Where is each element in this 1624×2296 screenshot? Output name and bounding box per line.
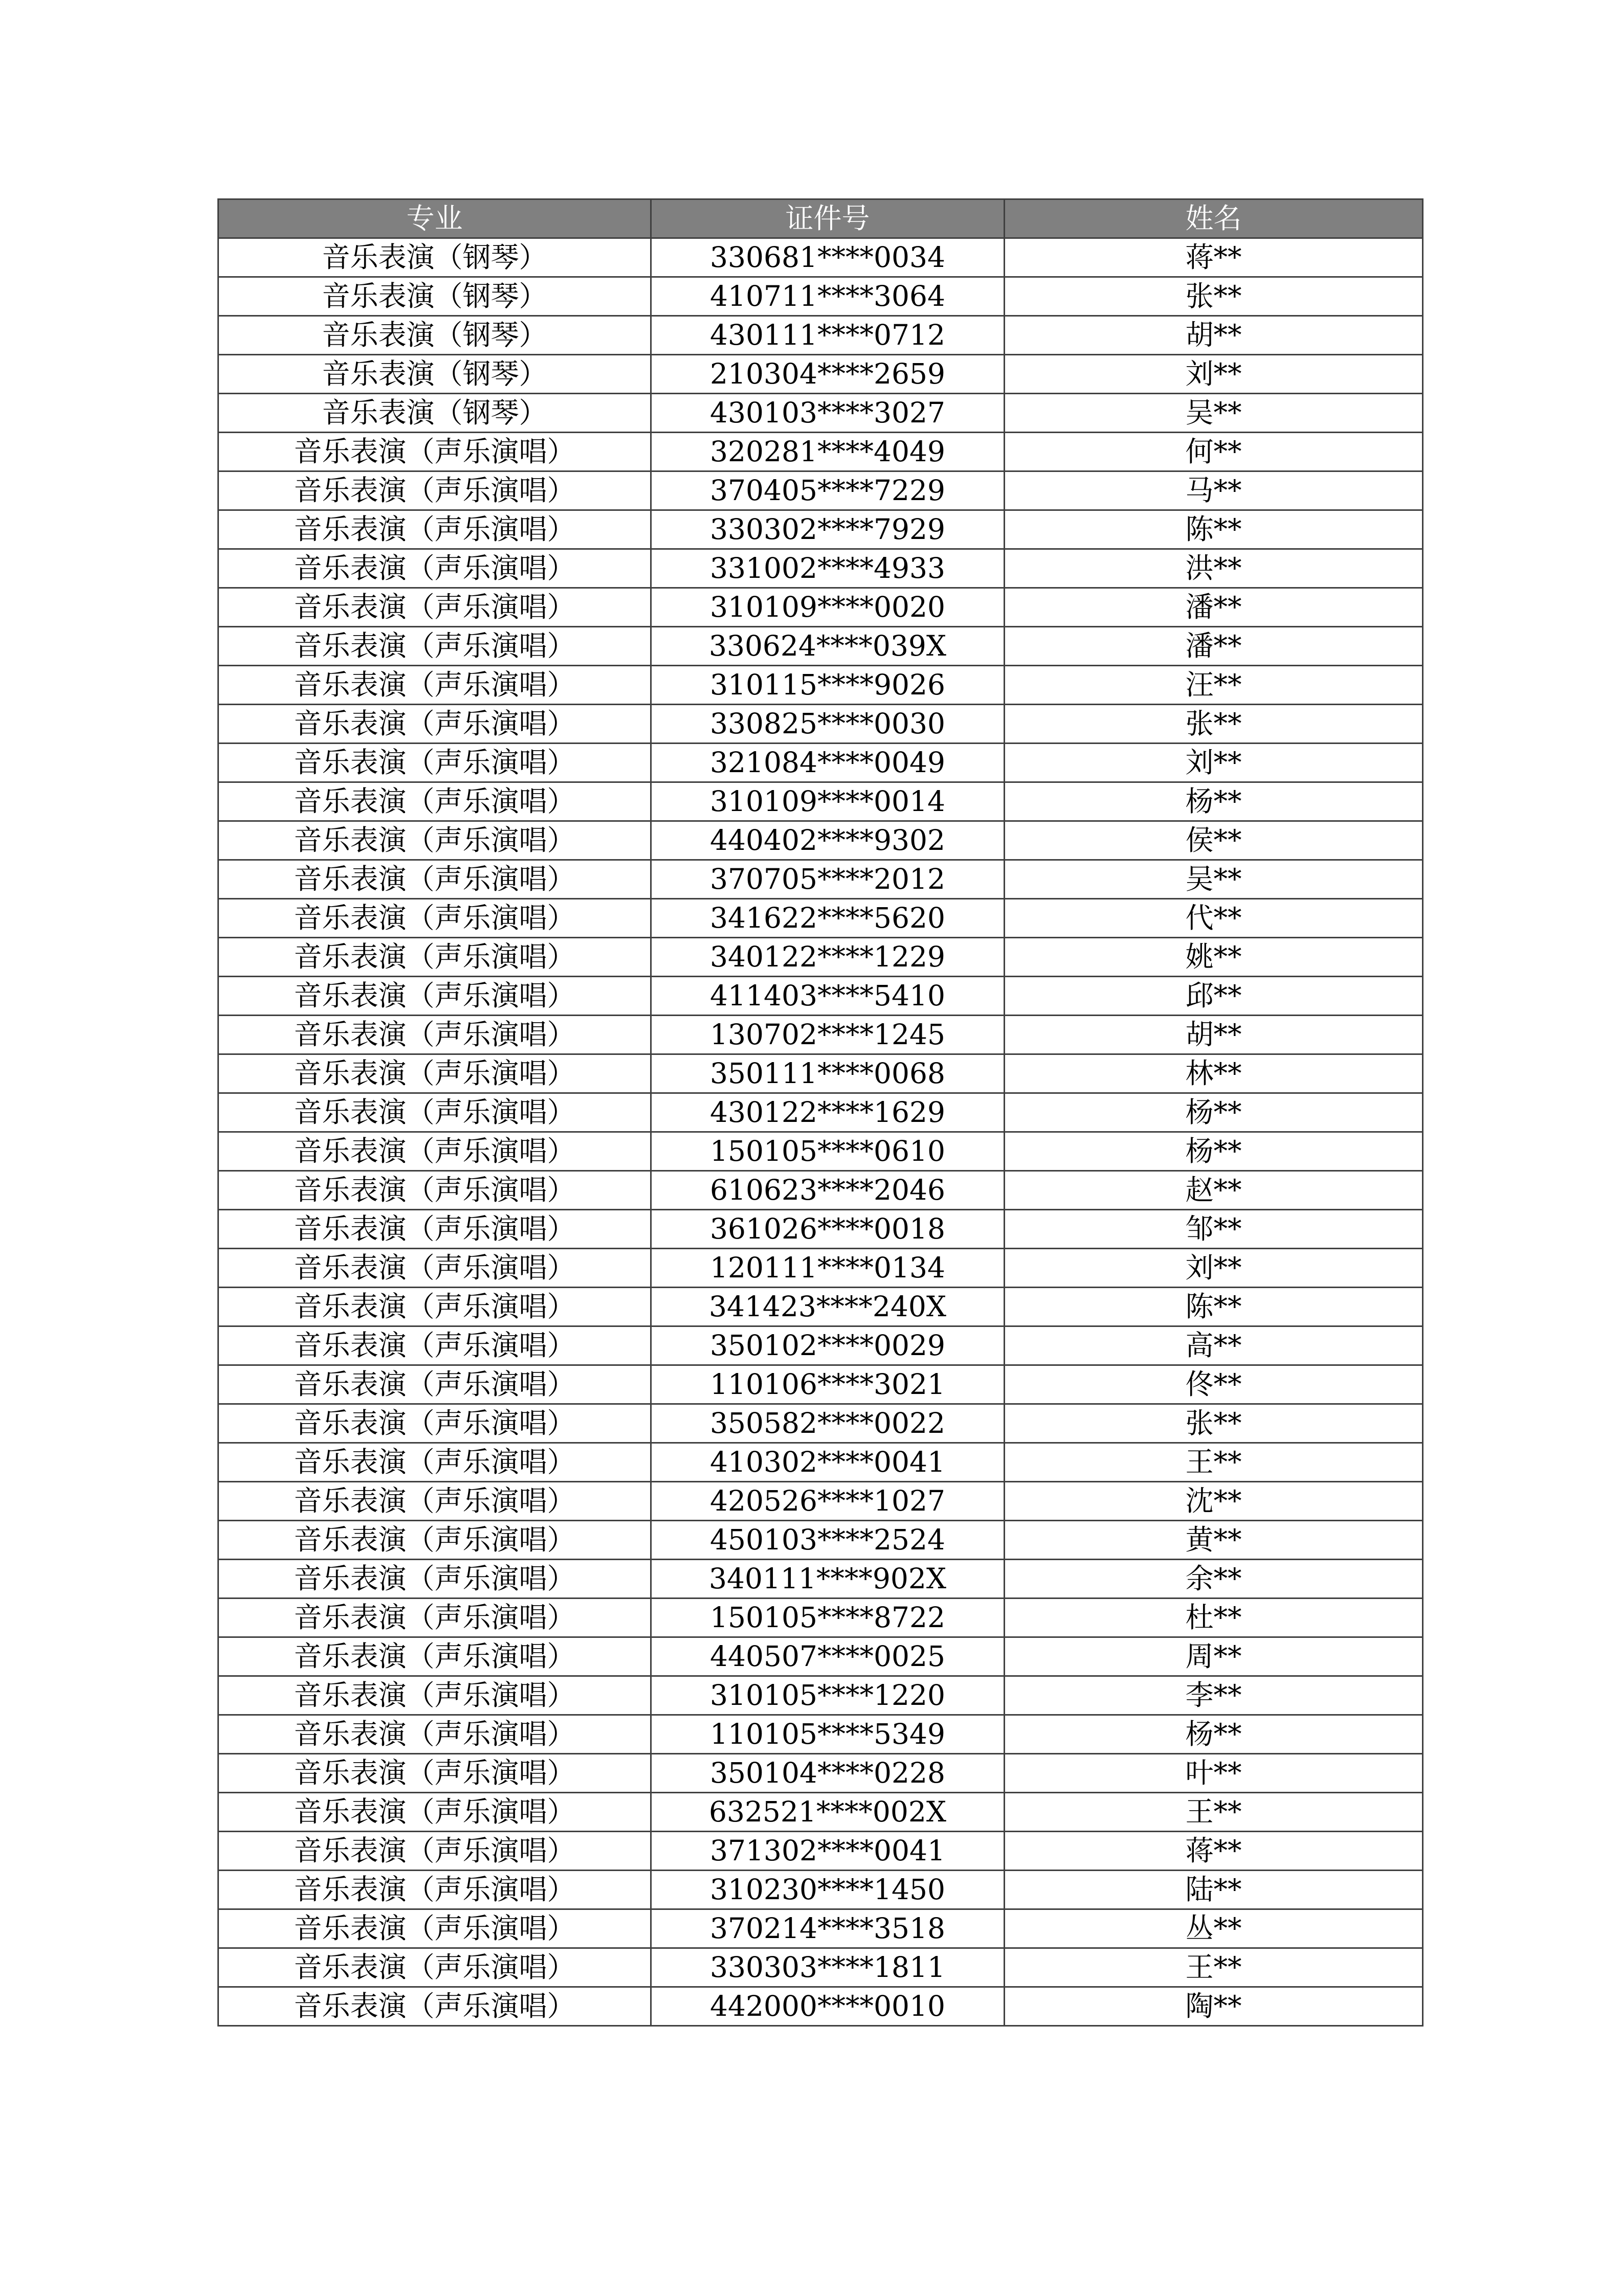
table-row: [218, 238, 1423, 277]
name-cell: 邱**: [1005, 977, 1423, 1016]
id-number-cell: 150105****8722: [651, 1599, 1005, 1637]
table-body: [218, 238, 1423, 2026]
major-cell: 音乐表演（声乐演唱）: [218, 1987, 651, 2026]
name-cell: 陈**: [1005, 510, 1423, 549]
table-row: [218, 705, 1423, 744]
id-number-cell: 330825****0030: [651, 705, 1005, 744]
table-row: [218, 899, 1423, 938]
major-cell: 音乐表演（声乐演唱）: [218, 782, 651, 821]
id-number-cell: 310105****1220: [651, 1676, 1005, 1715]
name-cell: 赵**: [1005, 1171, 1423, 1210]
name-cell: 张**: [1005, 705, 1423, 744]
table-row: [218, 1754, 1423, 1793]
name-cell: 侯**: [1005, 821, 1423, 860]
major-cell: 音乐表演（声乐演唱）: [218, 1482, 651, 1521]
id-number-cell: 330302****7929: [651, 510, 1005, 549]
table-row: [218, 1832, 1423, 1871]
major-cell: 音乐表演（声乐演唱）: [218, 549, 651, 588]
table-row: [218, 316, 1423, 355]
id-number-cell: 130702****1245: [651, 1016, 1005, 1054]
id-number-cell: 330681****0034: [651, 238, 1005, 277]
table-row: [218, 1249, 1423, 1288]
major-cell: 音乐表演（声乐演唱）: [218, 1637, 651, 1676]
id-number-cell: 410711****3064: [651, 277, 1005, 316]
name-cell: 何**: [1005, 433, 1423, 471]
major-cell: 音乐表演（钢琴）: [218, 316, 651, 355]
name-cell: 杜**: [1005, 1599, 1423, 1637]
id-number-cell: 632521****002X: [651, 1793, 1005, 1832]
name-cell: 洪**: [1005, 549, 1423, 588]
major-cell: 音乐表演（声乐演唱）: [218, 1093, 651, 1132]
major-cell: 音乐表演（声乐演唱）: [218, 1443, 651, 1482]
name-cell: 邹**: [1005, 1210, 1423, 1249]
id-number-cell: 341423****240X: [651, 1288, 1005, 1326]
table-row: [218, 1676, 1423, 1715]
name-cell: 张**: [1005, 1404, 1423, 1443]
name-cell: 吴**: [1005, 860, 1423, 899]
table-row: [218, 1715, 1423, 1754]
table-row: [218, 977, 1423, 1016]
name-cell: 林**: [1005, 1054, 1423, 1093]
major-cell: 音乐表演（声乐演唱）: [218, 1832, 651, 1871]
major-cell: 音乐表演（声乐演唱）: [218, 1016, 651, 1054]
major-cell: 音乐表演（声乐演唱）: [218, 860, 651, 899]
header-id-number: 证件号: [651, 199, 1005, 238]
name-cell: 马**: [1005, 471, 1423, 510]
name-cell: 李**: [1005, 1676, 1423, 1715]
major-cell: 音乐表演（声乐演唱）: [218, 1132, 651, 1171]
table-row: [218, 394, 1423, 433]
table-row: [218, 549, 1423, 588]
id-number-cell: 310115****9026: [651, 666, 1005, 705]
name-cell: 蒋**: [1005, 238, 1423, 277]
header-major: 专业: [218, 199, 651, 238]
table-row: [218, 277, 1423, 316]
major-cell: 音乐表演（声乐演唱）: [218, 744, 651, 782]
id-number-cell: 430111****0712: [651, 316, 1005, 355]
major-cell: 音乐表演（声乐演唱）: [218, 705, 651, 744]
table-row: [218, 1560, 1423, 1599]
name-cell: 刘**: [1005, 355, 1423, 394]
table-row: [218, 627, 1423, 666]
name-cell: 周**: [1005, 1637, 1423, 1676]
major-cell: 音乐表演（声乐演唱）: [218, 1326, 651, 1365]
id-number-cell: 350111****0068: [651, 1054, 1005, 1093]
name-cell: 陶**: [1005, 1987, 1423, 2026]
table-row: [218, 1171, 1423, 1210]
name-cell: 胡**: [1005, 1016, 1423, 1054]
table-row: [218, 1948, 1423, 1987]
major-cell: 音乐表演（声乐演唱）: [218, 1365, 651, 1404]
name-cell: 王**: [1005, 1443, 1423, 1482]
id-number-cell: 410302****0041: [651, 1443, 1005, 1482]
table-row: [218, 1132, 1423, 1171]
major-cell: 音乐表演（声乐演唱）: [218, 1754, 651, 1793]
name-cell: 吴**: [1005, 394, 1423, 433]
id-number-cell: 350102****0029: [651, 1326, 1005, 1365]
name-cell: 姚**: [1005, 938, 1423, 977]
table-row: [218, 1871, 1423, 1909]
major-cell: 音乐表演（声乐演唱）: [218, 821, 651, 860]
major-cell: 音乐表演（声乐演唱）: [218, 1599, 651, 1637]
table-row: [218, 588, 1423, 627]
id-number-cell: 610623****2046: [651, 1171, 1005, 1210]
table-row: [218, 471, 1423, 510]
major-cell: 音乐表演（声乐演唱）: [218, 1793, 651, 1832]
id-number-cell: 110106****3021: [651, 1365, 1005, 1404]
major-cell: 音乐表演（声乐演唱）: [218, 1210, 651, 1249]
id-number-cell: 340111****902X: [651, 1560, 1005, 1599]
id-number-cell: 430103****3027: [651, 394, 1005, 433]
id-number-cell: 310230****1450: [651, 1871, 1005, 1909]
name-cell: 张**: [1005, 277, 1423, 316]
name-cell: 胡**: [1005, 316, 1423, 355]
table-row: [218, 1482, 1423, 1521]
major-cell: 音乐表演（声乐演唱）: [218, 1909, 651, 1948]
major-cell: 音乐表演（声乐演唱）: [218, 433, 651, 471]
id-number-cell: 320281****4049: [651, 433, 1005, 471]
id-number-cell: 310109****0014: [651, 782, 1005, 821]
id-number-cell: 321084****0049: [651, 744, 1005, 782]
id-number-cell: 330303****1811: [651, 1948, 1005, 1987]
table-row: [218, 1288, 1423, 1326]
table-row: [218, 1326, 1423, 1365]
name-cell: 陆**: [1005, 1871, 1423, 1909]
name-cell: 叶**: [1005, 1754, 1423, 1793]
id-number-cell: 440507****0025: [651, 1637, 1005, 1676]
table-row: [218, 821, 1423, 860]
table-row: [218, 355, 1423, 394]
name-cell: 杨**: [1005, 1715, 1423, 1754]
name-cell: 杨**: [1005, 1093, 1423, 1132]
major-cell: 音乐表演（声乐演唱）: [218, 471, 651, 510]
table-row: [218, 1016, 1423, 1054]
name-cell: 刘**: [1005, 1249, 1423, 1288]
major-cell: 音乐表演（声乐演唱）: [218, 938, 651, 977]
major-cell: 音乐表演（声乐演唱）: [218, 1948, 651, 1987]
major-cell: 音乐表演（声乐演唱）: [218, 627, 651, 666]
table-row: [218, 510, 1423, 549]
table-row: [218, 860, 1423, 899]
id-number-cell: 331002****4933: [651, 549, 1005, 588]
table-row: [218, 1909, 1423, 1948]
major-cell: 音乐表演（声乐演唱）: [218, 1404, 651, 1443]
id-number-cell: 440402****9302: [651, 821, 1005, 860]
header-name: 姓名: [1005, 199, 1423, 238]
table-row: [218, 1521, 1423, 1560]
table-row: [218, 782, 1423, 821]
major-cell: 音乐表演（声乐演唱）: [218, 1288, 651, 1326]
table-row: [218, 938, 1423, 977]
id-number-cell: 340122****1229: [651, 938, 1005, 977]
name-cell: 丛**: [1005, 1909, 1423, 1948]
id-number-cell: 361026****0018: [651, 1210, 1005, 1249]
major-cell: 音乐表演（声乐演唱）: [218, 1249, 651, 1288]
major-cell: 音乐表演（声乐演唱）: [218, 1560, 651, 1599]
major-cell: 音乐表演（声乐演唱）: [218, 588, 651, 627]
major-cell: 音乐表演（钢琴）: [218, 355, 651, 394]
name-cell: 王**: [1005, 1948, 1423, 1987]
name-cell: 潘**: [1005, 627, 1423, 666]
name-cell: 黄**: [1005, 1521, 1423, 1560]
id-number-cell: 341622****5620: [651, 899, 1005, 938]
major-cell: 音乐表演（声乐演唱）: [218, 1715, 651, 1754]
major-cell: 音乐表演（声乐演唱）: [218, 1521, 651, 1560]
id-number-cell: 120111****0134: [651, 1249, 1005, 1288]
name-cell: 杨**: [1005, 1132, 1423, 1171]
table-row: [218, 1404, 1423, 1443]
id-number-cell: 370405****7229: [651, 471, 1005, 510]
id-number-cell: 370214****3518: [651, 1909, 1005, 1948]
major-cell: 音乐表演（声乐演唱）: [218, 510, 651, 549]
major-cell: 音乐表演（声乐演唱）: [218, 1871, 651, 1909]
major-cell: 音乐表演（声乐演唱）: [218, 1171, 651, 1210]
id-number-cell: 310109****0020: [651, 588, 1005, 627]
name-cell: 陈**: [1005, 1288, 1423, 1326]
id-number-cell: 150105****0610: [651, 1132, 1005, 1171]
id-number-cell: 350582****0022: [651, 1404, 1005, 1443]
id-number-cell: 350104****0228: [651, 1754, 1005, 1793]
name-cell: 代**: [1005, 899, 1423, 938]
roster-table: [217, 198, 1423, 2027]
name-cell: 佟**: [1005, 1365, 1423, 1404]
id-number-cell: 330624****039X: [651, 627, 1005, 666]
name-cell: 汪**: [1005, 666, 1423, 705]
name-cell: 潘**: [1005, 588, 1423, 627]
major-cell: 音乐表演（声乐演唱）: [218, 977, 651, 1016]
table-row: [218, 1054, 1423, 1093]
id-number-cell: 210304****2659: [651, 355, 1005, 394]
id-number-cell: 411403****5410: [651, 977, 1005, 1016]
major-cell: 音乐表演（钢琴）: [218, 394, 651, 433]
table-row: [218, 1793, 1423, 1832]
header-row: [218, 199, 1423, 238]
name-cell: 蒋**: [1005, 1832, 1423, 1871]
name-cell: 杨**: [1005, 782, 1423, 821]
table-row: [218, 1210, 1423, 1249]
id-number-cell: 442000****0010: [651, 1987, 1005, 2026]
table-row: [218, 1599, 1423, 1637]
id-number-cell: 450103****2524: [651, 1521, 1005, 1560]
id-number-cell: 110105****5349: [651, 1715, 1005, 1754]
table-row: [218, 1365, 1423, 1404]
table-row: [218, 1637, 1423, 1676]
id-number-cell: 371302****0041: [651, 1832, 1005, 1871]
major-cell: 音乐表演（钢琴）: [218, 238, 651, 277]
name-cell: 沈**: [1005, 1482, 1423, 1521]
table-row: [218, 433, 1423, 471]
id-number-cell: 420526****1027: [651, 1482, 1005, 1521]
name-cell: 王**: [1005, 1793, 1423, 1832]
table-row: [218, 1093, 1423, 1132]
name-cell: 高**: [1005, 1326, 1423, 1365]
major-cell: 音乐表演（声乐演唱）: [218, 899, 651, 938]
table-header: [218, 199, 1423, 238]
name-cell: 刘**: [1005, 744, 1423, 782]
table-row: [218, 1987, 1423, 2026]
table-row: [218, 1443, 1423, 1482]
name-cell: 余**: [1005, 1560, 1423, 1599]
table-row: [218, 744, 1423, 782]
id-number-cell: 370705****2012: [651, 860, 1005, 899]
major-cell: 音乐表演（钢琴）: [218, 277, 651, 316]
major-cell: 音乐表演（声乐演唱）: [218, 666, 651, 705]
id-number-cell: 430122****1629: [651, 1093, 1005, 1132]
major-cell: 音乐表演（声乐演唱）: [218, 1054, 651, 1093]
major-cell: 音乐表演（声乐演唱）: [218, 1676, 651, 1715]
table-row: [218, 666, 1423, 705]
